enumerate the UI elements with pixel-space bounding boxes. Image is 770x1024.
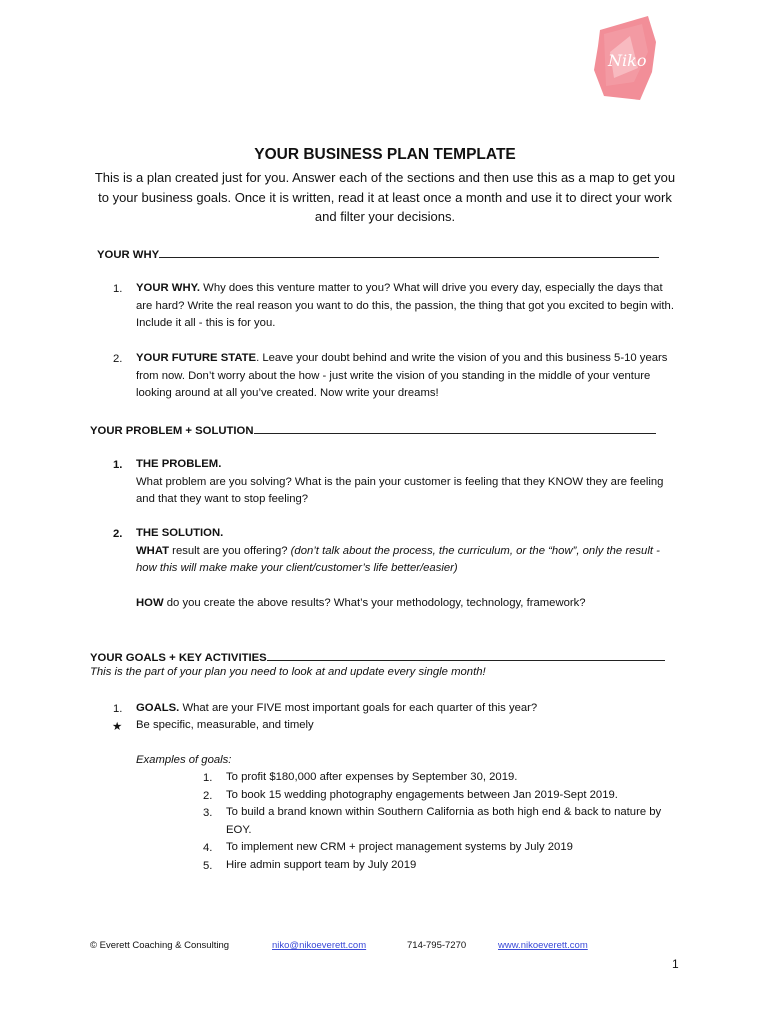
section-heading-problem-solution: YOUR PROBLEM + SOLUTION [90, 423, 656, 437]
footer-website-link[interactable]: www.nikoeverett.com [498, 940, 588, 951]
example-number: 1. [203, 772, 213, 784]
example-number: 5. [203, 860, 213, 872]
example-goal-item: To book 15 wedding photography engagements between Jan 2019-Sept 2019. [226, 789, 618, 801]
list-number: 1. [113, 283, 123, 295]
page-title: YOUR BUSINESS PLAN TEMPLATE [254, 146, 516, 163]
list-number: 1. [113, 703, 123, 715]
example-number: 2. [203, 790, 213, 802]
solution-how-text: HOW do you create the above results? What’s your methodology, technology, framework? [136, 597, 586, 609]
intro-paragraph: This is a plan created just for you. Answer each of the sections and then use this as a map to get you to your business goals. Once it is written, read it at least once a month and use it to direct your work and filter your decisions. [94, 170, 676, 224]
list-item-your-why: YOUR WHY. Why does this venture matter to you? What will drive you every day, especially the days that are hard? Write the real reason you want to do this, the passion, the thing that got you excited to begin with. Include it all - this is for you. [136, 282, 674, 329]
list-item-future-state: YOUR FUTURE STATE. Leave your doubt behind and write the vision of you and this business 5-10 years from now. Don’t worry about the how - just write the vision of you standing in the middle of your venture looking around at all you’ve created. Now write your dreams! [136, 352, 668, 399]
star-bullet-icon: ★ [112, 721, 123, 733]
bullet-text: Be specific, measurable, and timely [136, 719, 314, 731]
footer-company: © Everett Coaching & Consulting [90, 940, 230, 951]
svg-text:Niko: Niko [608, 51, 647, 70]
example-number: 4. [203, 842, 213, 854]
list-number: 2. [113, 353, 123, 365]
footer-phone: 714-795-7270 [407, 940, 467, 951]
section-heading-goals: YOUR GOALS + KEY ACTIVITIES [90, 650, 665, 664]
example-goal-item: To build a brand known within Southern California as both high end & back to nature by EOY. [226, 806, 662, 836]
example-goal-item: To implement new CRM + project management systems by July 2019 [226, 841, 573, 853]
list-number: 2. [113, 528, 123, 540]
footer-email-link[interactable]: niko@nikoeverett.com [272, 940, 367, 951]
example-goal-item: Hire admin support team by July 2019 [226, 859, 417, 871]
examples-label: Examples of goals: [136, 754, 232, 766]
list-item-goals: GOALS. What are your FIVE most important goals for each quarter of this year? [136, 702, 538, 714]
example-number: 3. [203, 807, 213, 819]
list-item-problem: THE PROBLEM. What problem are you solving? What is the pain your customer is feeling that they KNOW they are feeling and that they want to stop feeling? [136, 458, 664, 505]
example-goal-item: To profit $180,000 after expenses by September 30, 2019. [226, 771, 518, 783]
page-number: 1 [672, 957, 679, 971]
section-heading-why: YOUR WHY [97, 247, 659, 261]
list-item-solution: THE SOLUTION. WHAT result are you offering? (don’t talk about the process, the curriculum, or the “how”, only the result - how this will make make your client/customer’s life better/easier) [136, 527, 660, 574]
brand-logo [590, 12, 662, 104]
list-number: 1. [113, 459, 123, 471]
goals-subtitle: This is the part of your plan you need to look at and update every single month! [90, 666, 486, 678]
